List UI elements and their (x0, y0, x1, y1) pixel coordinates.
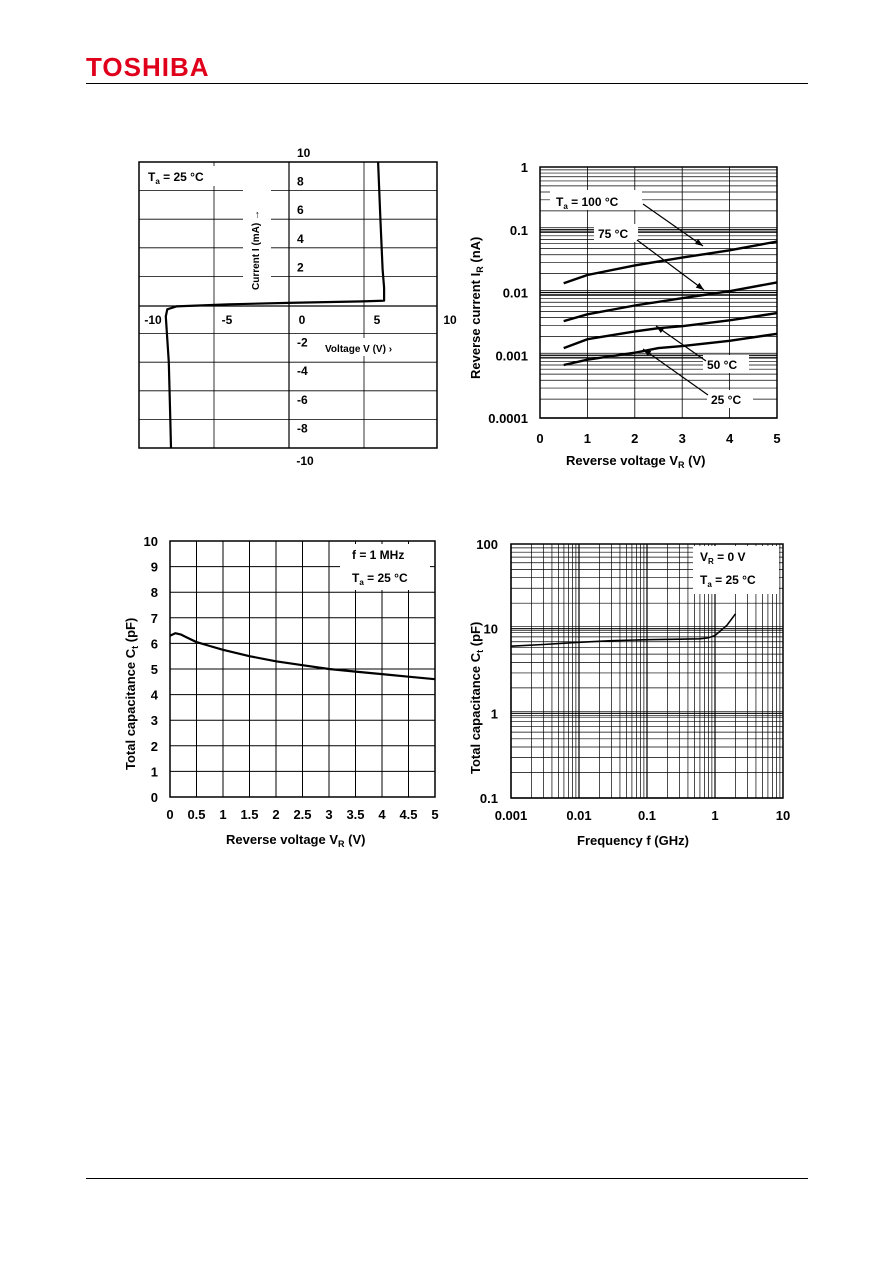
subscript: R (475, 266, 485, 273)
subscript: a (359, 578, 364, 587)
series-line (564, 313, 777, 348)
y-tick-label: 0.01 (502, 285, 528, 301)
x-tick-label: 0 (166, 807, 174, 822)
plot-frame (139, 162, 437, 448)
y-tick-label: -2 (297, 335, 308, 350)
text-span: Reverse voltage (566, 453, 670, 468)
x-tick-label: 0.5 (187, 807, 206, 822)
text-span: Total capacitance (468, 662, 483, 774)
text-span: = 100 °C (567, 195, 619, 209)
y-tick-label: 1 (490, 706, 498, 722)
x-axis-label (226, 832, 365, 849)
text-span: 25 °C (711, 393, 742, 407)
text-span: C (468, 652, 483, 663)
text-span: C (123, 648, 138, 659)
y-tick-label: 6 (297, 203, 304, 218)
x-axis-label: Frequency f (GHz) (577, 833, 689, 848)
y-tick-label: 10 (143, 534, 158, 549)
text-span: = 25 °C (159, 170, 204, 184)
x-tick-label: 2.5 (293, 807, 312, 822)
subscript: a (707, 580, 712, 589)
text-span: Reverse current (468, 276, 483, 379)
subscript: a (155, 177, 160, 186)
y-tick-label: 8 (297, 174, 304, 189)
text-span: 75 °C (598, 227, 629, 241)
x-tick-label: 3 (325, 807, 333, 822)
y-tick-label: 0.001 (495, 348, 528, 364)
text-span: (V) (344, 832, 366, 847)
subscript: t (130, 645, 140, 649)
y-tick-label: 0 (150, 790, 158, 805)
y-tick-label: 0.1 (509, 222, 528, 238)
y-axis-label-text (468, 237, 485, 379)
brand-logo: TOSHIBA (86, 52, 210, 82)
x-tick-label: 1.5 (240, 807, 259, 822)
text-span: I (468, 272, 483, 277)
ct-vr-chart (123, 534, 439, 849)
text-span: T (148, 170, 156, 184)
y-tick-label: 0.0001 (488, 411, 528, 426)
text-span: 50 °C (707, 358, 738, 372)
text-span: Reverse voltage (226, 832, 330, 847)
x-tick-label: 3.5 (346, 807, 365, 822)
x-tick-label: -10 (144, 313, 162, 327)
legend-entry (700, 550, 745, 566)
text-span: f = 1 MHz (352, 548, 405, 562)
subscript: t (475, 649, 485, 653)
text-span: T (352, 571, 360, 585)
y-axis-label (123, 618, 140, 770)
subscript: a (563, 202, 568, 211)
x-tick-label: 4 (378, 807, 386, 822)
text-span: (nA) (468, 236, 483, 267)
y-tick-label: 100 (476, 537, 498, 552)
y-tick-label: 10 (483, 621, 498, 637)
y-tick-label: 9 (150, 559, 158, 575)
subscript: R (338, 839, 345, 849)
series-line (564, 282, 777, 321)
x-tick-label: 5 (431, 807, 439, 822)
text-span: T (700, 573, 708, 587)
x-tick-label: 0.001 (494, 808, 528, 823)
y-tick-label: 10 (297, 146, 311, 160)
text-span: = 0 V (713, 550, 746, 564)
x-axis-label: Voltage V (V) › (325, 344, 393, 355)
series-label (598, 227, 628, 241)
y-tick-label: -8 (297, 421, 308, 436)
y-axis-label (251, 210, 262, 290)
y-tick-label: 0.1 (479, 791, 498, 806)
x-tick-label: 5 (373, 313, 381, 327)
text-span: = 25 °C (711, 573, 756, 587)
y-axis-label-text: Current I (mA) → (251, 210, 262, 290)
text-span: = 25 °C (363, 571, 408, 585)
x-axis-label (566, 453, 705, 470)
y-tick-label: 1 (520, 160, 528, 175)
y-tick-label: 2 (150, 738, 158, 754)
y-tick-label: 7 (150, 610, 158, 626)
series-pointer (637, 240, 704, 290)
x-tick-label: 1 (583, 431, 592, 446)
x-tick-label: 4 (725, 431, 734, 446)
ct-f-chart (468, 537, 790, 848)
x-tick-label: 2 (631, 431, 639, 446)
x-tick-label: 1 (711, 808, 719, 823)
x-tick-label: 5 (773, 431, 781, 446)
y-tick-label: 4 (150, 687, 158, 703)
x-tick-label: 3 (678, 431, 686, 446)
subscript: R (708, 557, 714, 566)
text-span: V (329, 832, 339, 847)
y-tick-label: -6 (297, 392, 308, 407)
y-tick-label: -4 (297, 364, 308, 379)
ir-vr-chart (468, 160, 781, 470)
y-axis-label-text (468, 622, 485, 774)
x-tick-label: 0 (298, 313, 306, 327)
x-tick-label: -5 (221, 313, 233, 327)
text-span: (pF) (123, 617, 138, 646)
y-tick-label: 8 (150, 585, 158, 601)
y-tick-label: 1 (150, 764, 158, 780)
arrow-head (696, 283, 704, 290)
text-span: Total capacitance (123, 658, 138, 770)
x-tick-label: 2 (272, 807, 280, 822)
x-tick-label: 10 (443, 313, 457, 327)
y-axis-label (468, 237, 485, 379)
legend-entry (352, 548, 404, 562)
y-axis-label (468, 622, 485, 774)
y-tick-label: 6 (150, 636, 158, 652)
arrow-head (695, 239, 703, 246)
x-tick-label: 0 (536, 431, 544, 446)
ct-f-curve (511, 614, 736, 646)
y-tick-label: 3 (150, 713, 158, 729)
y-tick-label: -10 (296, 454, 314, 468)
y-tick-label: 2 (297, 260, 304, 275)
text-span: V (669, 453, 679, 468)
x-tick-label: 4.5 (399, 807, 418, 822)
text-span: (V) (684, 453, 706, 468)
iv-curve (166, 162, 384, 448)
text-span: V (700, 550, 709, 564)
x-tick-label: 10 (775, 808, 791, 823)
series-label (707, 358, 737, 372)
y-tick-label: 5 (150, 662, 158, 677)
iv-chart (139, 146, 457, 468)
text-span: T (556, 195, 564, 209)
series-label (711, 393, 741, 407)
x-tick-label: 1 (219, 807, 227, 822)
subscript: R (678, 460, 685, 470)
x-tick-label: 0.01 (566, 808, 592, 823)
x-tick-label: 0.1 (637, 808, 657, 823)
y-tick-label: 4 (297, 231, 304, 246)
text-span: (pF) (468, 621, 483, 650)
y-axis-label-text (123, 618, 140, 770)
